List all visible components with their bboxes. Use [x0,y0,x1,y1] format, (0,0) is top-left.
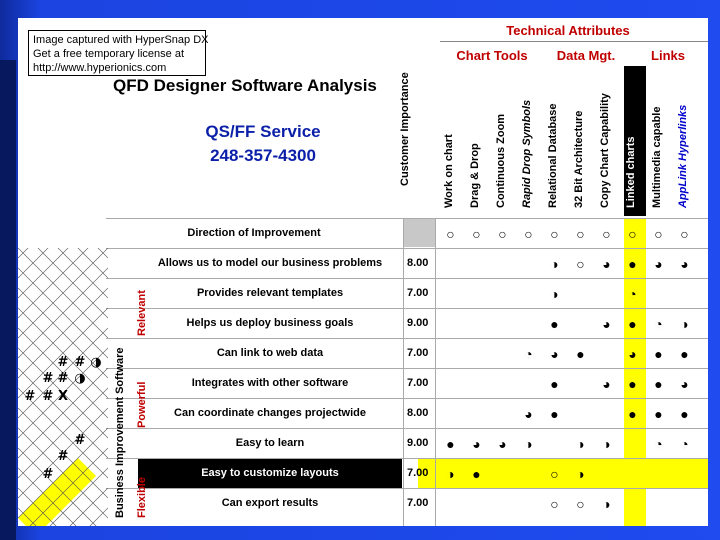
relationship-symbol: ◕ [602,255,611,272]
relationship-symbol: ● [576,345,585,362]
relationship-symbol: ◕ [550,345,559,362]
relationship-cell[interactable] [620,249,645,278]
column-header: Linked charts [625,136,637,208]
relationship-cell[interactable] [620,309,645,338]
relationship-cell[interactable] [594,489,619,518]
direction-symbol: ○ [680,225,689,242]
watermark-line: Image captured with HyperSnap DX [33,34,209,46]
roof-mark: ◑ [74,371,86,386]
relationship-cell[interactable] [490,249,515,278]
relationship-symbol: ◑ [680,315,689,332]
relationship-symbol: ◑ [550,255,559,272]
direction-cell [516,219,541,248]
table-row[interactable] [106,488,708,518]
row-label: Easy to learn [235,437,305,449]
relationship-symbol: ● [654,375,663,392]
roof-mark: # [42,371,54,386]
service-phone: 248-357-4300 [210,146,316,165]
relationship-symbol: ◔ [628,285,637,302]
row-importance: 8.00 [407,407,429,419]
direction-cell [464,219,489,248]
relationship-symbol: ◕ [602,315,611,332]
relationship-symbol: ◔ [654,435,663,452]
row-label: Integrates with other software [191,377,349,389]
relationship-cell[interactable] [646,369,671,398]
relationship-cell[interactable] [516,369,541,398]
table-row[interactable] [106,308,708,338]
relationship-cell[interactable] [542,339,567,368]
roof-mark: # [24,389,36,404]
direction-cell [438,219,463,248]
relationship-cell[interactable] [672,399,697,428]
group-data-mgt: Data Mgt. [556,48,616,63]
row-label: Can export results [221,497,319,509]
customer-importance-header: Customer Importance [399,72,411,186]
relationship-symbol: ○ [576,255,585,272]
relationship-symbol: ● [446,435,455,452]
column-header: Work on chart [443,134,455,208]
direction-cell [490,219,515,248]
column-header: Relational Database [547,103,559,208]
relationship-cell[interactable] [464,369,489,398]
row-label: Easy to customize layouts [138,459,402,488]
relationship-cell[interactable] [542,309,567,338]
relationship-symbol: ◕ [680,255,689,272]
watermark-box [28,30,209,76]
relationship-cell[interactable] [594,459,619,488]
direction-symbol: ○ [446,225,455,242]
roof-mark: # [42,389,54,404]
relationship-symbol: ● [628,255,637,272]
relationship-symbol: ● [550,405,559,422]
relationship-symbol: ● [628,405,637,422]
qfd-document [18,18,708,526]
roof-line [18,248,108,318]
relationship-symbol: ● [472,465,481,482]
row-importance: 7.00 [407,347,429,359]
relationship-cell[interactable] [568,249,593,278]
relationship-cell[interactable] [542,279,567,308]
relationship-symbol: ○ [576,495,585,512]
relationship-cell[interactable] [438,429,463,458]
side-label-outer: Business Improvement Software [114,347,126,518]
roof-mark: ◑ [90,355,102,370]
row-importance: 9.00 [407,437,429,449]
row-importance: 7.00 [407,467,429,479]
roof-mark: # [57,449,69,464]
relationship-symbol: ◕ [680,375,689,392]
relationship-cell[interactable] [646,399,671,428]
roof-line [18,248,108,318]
row-importance: 7.00 [407,377,429,389]
relationship-cell[interactable] [672,489,697,518]
relationship-cell[interactable] [646,279,671,308]
relationship-cell[interactable] [646,339,671,368]
relationship-cell[interactable] [646,309,671,338]
relationship-cell[interactable] [646,459,671,488]
relationship-cell[interactable] [516,459,541,488]
relationship-cell[interactable] [620,279,645,308]
relationship-cell[interactable] [594,339,619,368]
relationship-cell[interactable] [620,369,645,398]
table-row[interactable] [106,428,708,458]
group-chart-tools: Chart Tools [456,48,528,63]
relationship-cell[interactable] [516,489,541,518]
roof-mark: # [57,355,69,370]
relationship-cell[interactable] [594,249,619,278]
direction-symbol: ○ [550,225,559,242]
relationship-symbol: ◔ [680,435,689,452]
relationship-symbol: ● [680,345,689,362]
direction-symbol: ○ [628,225,637,242]
relationship-cell[interactable] [516,399,541,428]
relationship-cell[interactable] [542,369,567,398]
roof-mark: X [57,389,69,404]
relationship-cell[interactable] [620,489,645,518]
relationship-cell[interactable] [516,279,541,308]
relationship-cell[interactable] [594,309,619,338]
relationship-cell[interactable] [620,459,645,488]
relationship-cell[interactable] [464,459,489,488]
relationship-symbol: ◕ [628,345,637,362]
relationship-cell[interactable] [594,399,619,428]
relationship-cell[interactable] [672,369,697,398]
roof-line [18,248,108,278]
relationship-cell[interactable] [438,399,463,428]
column-header: Drag & Drop [469,143,481,208]
relationship-cell[interactable] [490,459,515,488]
relationship-cell[interactable] [438,249,463,278]
direction-cell [646,219,671,248]
direction-symbol: ○ [524,225,533,242]
relationship-cell[interactable] [542,399,567,428]
relationship-symbol: ◕ [498,435,507,452]
table-row[interactable] [106,278,708,308]
direction-symbol: ○ [602,225,611,242]
relationship-cell[interactable] [464,429,489,458]
grid-vline [403,218,404,526]
header-divider [440,41,708,42]
relationship-symbol: ◑ [550,285,559,302]
relationship-symbol: ◕ [654,255,663,272]
relationship-symbol: ◔ [524,345,533,362]
relationship-cell[interactable] [594,369,619,398]
table-row[interactable] [106,248,708,278]
technical-attributes-header: Technical Attributes [506,23,630,38]
direction-cell [568,219,593,248]
direction-label: Direction of Improvement [187,227,321,239]
relationship-cell[interactable] [464,489,489,518]
row-importance: 7.00 [407,287,429,299]
relationship-symbol: ◕ [524,405,533,422]
row-importance: 9.00 [407,317,429,329]
page-title: QFD Designer Software Analysis [113,76,377,95]
watermark-line: http://www.hyperionics.com [33,62,167,74]
relationship-symbol: ● [550,375,559,392]
column-header: Copy Chart Capability [599,93,611,208]
relationship-cell[interactable] [620,399,645,428]
side-label-flexible: Flexible [136,477,148,518]
table-row[interactable] [106,398,708,428]
relationship-cell[interactable] [490,279,515,308]
relationship-cell[interactable] [464,339,489,368]
relationship-cell[interactable] [516,339,541,368]
relationship-cell[interactable] [464,249,489,278]
direction-symbol: ○ [576,225,585,242]
relationship-cell[interactable] [542,429,567,458]
relationship-symbol: ◑ [524,435,533,452]
direction-cell [672,219,697,248]
relationship-cell[interactable] [568,309,593,338]
group-links: Links [651,48,685,63]
relationship-cell[interactable] [438,369,463,398]
relationship-cell[interactable] [568,399,593,428]
relationship-cell[interactable] [568,489,593,518]
roof-mark: # [42,467,54,482]
row-label: Allows us to model our business problems [157,257,383,269]
service-name: QS/FF Service [205,122,321,141]
direction-row [106,218,708,248]
row-importance: 8.00 [407,257,429,269]
relationship-symbol: ◑ [576,435,585,452]
relationship-cell[interactable] [646,249,671,278]
relationship-cell[interactable] [672,459,697,488]
table-row[interactable] [106,368,708,398]
relationship-cell[interactable] [490,429,515,458]
relationship-cell[interactable] [516,429,541,458]
relationship-cell[interactable] [542,489,567,518]
relationship-cell[interactable] [516,309,541,338]
relationship-cell[interactable] [438,309,463,338]
slide-left-stripe [0,60,16,540]
table-row[interactable] [106,458,708,488]
row-label: Can coordinate changes projectwide [174,407,366,419]
relationship-cell[interactable] [594,429,619,458]
column-header: Multimedia capable [651,106,663,208]
roof-mark: # [57,371,69,386]
relationship-cell[interactable] [464,399,489,428]
relationship-cell[interactable] [594,279,619,308]
correlation-roof [18,248,108,526]
relationship-cell[interactable] [438,279,463,308]
relationship-symbol: ● [654,405,663,422]
roof-mark: # [74,433,86,448]
grid-vline [435,218,436,526]
relationship-cell[interactable] [438,459,463,488]
relationship-cell[interactable] [516,249,541,278]
direction-symbol: ○ [654,225,663,242]
column-header: Continuous Zoom [495,113,507,208]
roof-mark: # [74,355,86,370]
column-header: AppLink Hyperlinks [677,104,689,208]
row-label: Provides relevant templates [196,287,344,299]
relationship-symbol: ● [628,315,637,332]
relationship-cell[interactable] [438,489,463,518]
direction-cell [620,219,645,248]
relationship-symbol: ◕ [472,435,481,452]
relationship-cell[interactable] [672,429,697,458]
relationship-cell[interactable] [542,459,567,488]
column-header: 32 Bit Architecture [573,110,585,208]
relationship-cell[interactable] [646,489,671,518]
relationship-cell[interactable] [490,309,515,338]
row-label: Can link to web data [216,347,324,359]
watermark-line: Get a free temporary license at [33,48,185,60]
relationship-cell[interactable] [568,369,593,398]
row-label: Helps us deploy business goals [186,317,354,329]
relationship-cell[interactable] [568,279,593,308]
relationship-cell[interactable] [464,279,489,308]
relationship-cell[interactable] [464,309,489,338]
relationship-symbol: ● [654,345,663,362]
relationship-cell[interactable] [490,369,515,398]
relationship-symbol: ● [680,405,689,422]
relationship-cell[interactable] [490,399,515,428]
relationship-cell[interactable] [542,249,567,278]
table-row[interactable] [106,338,708,368]
direction-symbol: ○ [472,225,481,242]
relationship-cell[interactable] [568,429,593,458]
relationship-cell[interactable] [620,429,645,458]
relationship-cell[interactable] [568,459,593,488]
relationship-cell[interactable] [672,339,697,368]
relationship-symbol: ○ [550,465,559,482]
row-importance: 7.00 [407,497,429,509]
relationship-symbol: ◑ [576,465,585,482]
direction-cell [542,219,567,248]
relationship-cell[interactable] [620,339,645,368]
direction-symbol: ○ [498,225,507,242]
relationship-symbol: ◑ [602,495,611,512]
direction-cell [594,219,619,248]
relationship-cell[interactable] [490,489,515,518]
column-header: Rapid Drop Symbols [521,99,533,208]
relationship-cell[interactable] [672,249,697,278]
relationship-symbol: ◔ [654,315,663,332]
relationship-symbol: ○ [550,495,559,512]
relationship-cell[interactable] [568,339,593,368]
roof-line [18,248,108,278]
relationship-cell[interactable] [672,279,697,308]
side-label-relevant: Relevant [136,290,148,336]
relationship-symbol: ● [550,315,559,332]
relationship-cell[interactable] [438,339,463,368]
relationship-symbol: ◑ [602,435,611,452]
relationship-cell[interactable] [490,339,515,368]
relationship-symbol: ◑ [446,465,455,482]
relationship-cell[interactable] [672,309,697,338]
relationship-cell[interactable] [646,429,671,458]
relationship-symbol: ◕ [602,375,611,392]
side-label-powerful: Powerful [136,381,148,428]
relationship-symbol: ● [628,375,637,392]
